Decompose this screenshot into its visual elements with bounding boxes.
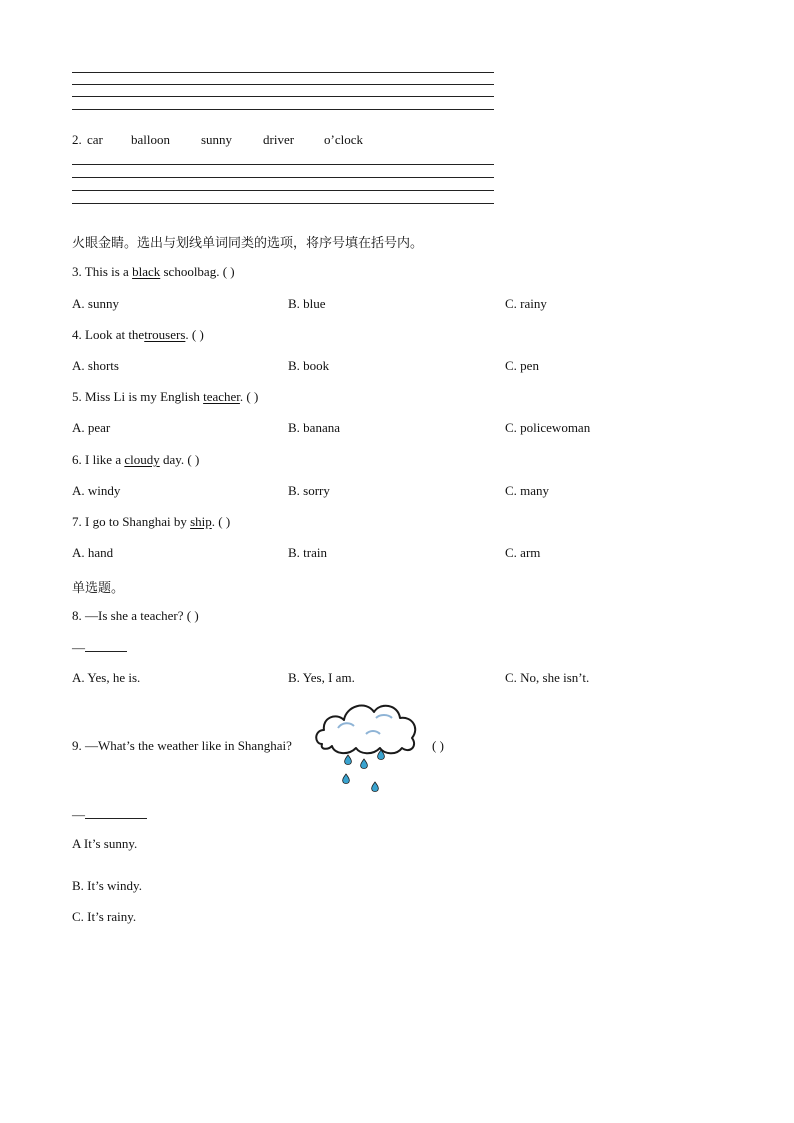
q2-word: o’clock <box>324 132 363 147</box>
answer-dash: — <box>72 807 85 822</box>
option-a: A. hand <box>72 545 114 560</box>
rain-cloud-icon <box>314 698 422 796</box>
option-a: A. windy <box>72 483 121 498</box>
option-c: C. arm <box>505 545 541 560</box>
question-8: 8. —Is she a teacher? ( ) <box>72 608 199 623</box>
question-9: 9. —What’s the weather like in Shanghai? <box>72 738 292 753</box>
option-a: A. sunny <box>72 296 119 311</box>
answer-dash: — <box>72 640 85 655</box>
question-text: . ( ) <box>211 514 231 529</box>
answer-line <box>72 72 494 73</box>
question-text: day. ( ) <box>162 452 200 467</box>
option-c: C. rainy <box>505 296 547 311</box>
option-b: B. sorry <box>288 483 330 498</box>
underlined-word: cloudy <box>124 452 160 467</box>
question-text: schoolbag. ( ) <box>163 264 235 279</box>
option-c: C. many <box>505 483 550 498</box>
option-a: A. pear <box>72 420 111 435</box>
question-text: 5. Miss Li is my English <box>72 389 200 404</box>
option-b: B. book <box>288 358 330 373</box>
answer-line <box>72 164 494 165</box>
option-a: A It’s sunny. <box>72 836 138 851</box>
answer-line <box>72 190 494 191</box>
answer-blank <box>72 639 127 656</box>
answer-line <box>72 96 494 97</box>
option-a: A. Yes, he is. <box>72 670 141 685</box>
section-heading: 火眼金睛。选出与划线单词同类的选项，将序号填在括号内。 <box>72 236 424 251</box>
option-b: B. banana <box>288 420 340 435</box>
question-3 <box>72 264 235 280</box>
option-c: C. It’s rainy. <box>72 909 137 924</box>
q2-number: 2. <box>72 132 82 147</box>
answer-paren: ( ) <box>432 738 444 753</box>
answer-line <box>72 109 494 110</box>
blank-line <box>85 639 127 652</box>
q2-word: balloon <box>131 132 170 147</box>
option-a: A. shorts <box>72 358 119 373</box>
q2-word: driver <box>263 132 295 147</box>
option-b: B. Yes, I am. <box>288 670 355 685</box>
question-text: 7. I go to Shanghai by <box>72 514 187 529</box>
question-text: . ( ) <box>185 327 204 342</box>
question-7 <box>72 514 230 530</box>
answer-blank <box>72 806 147 823</box>
option-b: B. blue <box>288 296 326 311</box>
underlined-word: ship <box>190 514 212 529</box>
option-c: C. No, she isn’t. <box>505 670 590 685</box>
question-text: 6. I like a <box>72 452 122 467</box>
underlined-word: teacher <box>203 389 240 404</box>
q2-word: car <box>87 132 103 147</box>
answer-line <box>72 203 494 204</box>
blank-line <box>85 806 147 819</box>
question-text: 4. Look at the <box>72 327 145 342</box>
answer-line <box>72 84 494 85</box>
option-b: B. train <box>288 545 327 560</box>
question-text: 3. This is a <box>72 264 129 279</box>
answer-line <box>72 177 494 178</box>
question-5 <box>72 389 258 405</box>
question-6 <box>72 452 199 468</box>
section-heading: 单选题。 <box>72 581 125 596</box>
option-c: C. policewoman <box>505 420 591 435</box>
option-b: B. It’s windy. <box>72 878 142 893</box>
option-c: C. pen <box>505 358 539 373</box>
underlined-word: black <box>132 264 161 279</box>
q2-word: sunny <box>201 132 233 147</box>
underlined-word: trousers <box>144 327 186 342</box>
question-4 <box>72 327 204 343</box>
question-text: . ( ) <box>239 389 259 404</box>
